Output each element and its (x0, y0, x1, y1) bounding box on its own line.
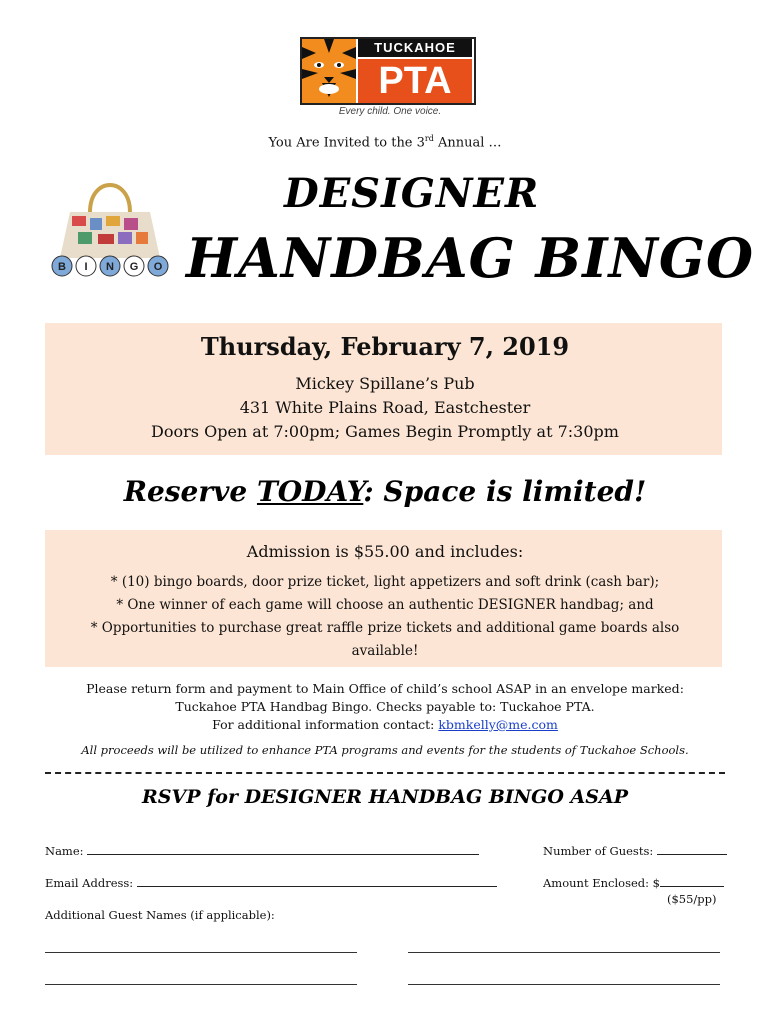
instructions (0, 680, 770, 734)
event-venue: Mickey Spillane’s Pub (295, 374, 475, 393)
rsvp-heading: RSVP for DESIGNER HANDBAG BINGO ASAP (141, 786, 629, 808)
contact-email-link[interactable]: kbmkelly@me.com (438, 717, 558, 732)
reserve-notice (0, 475, 770, 508)
tiger-icon (302, 39, 356, 103)
logo-tagline: Every child. One voice. (338, 106, 442, 117)
amount-input-line[interactable] (660, 875, 724, 887)
cut-line-divider (45, 772, 725, 774)
proceeds-note: All proceeds will be utilized to enhance PTA programs and events for the students of Tuckahoe Schools. (81, 743, 689, 757)
invite-suffix: Annual … (433, 135, 502, 151)
guests-field[interactable] (543, 843, 727, 858)
bingo-ball-o: O (153, 261, 163, 273)
guest-name-line[interactable] (408, 984, 720, 985)
reserve-suffix: : Space is limited! (363, 475, 647, 508)
email-input-line[interactable] (137, 875, 497, 887)
name-label: Name: (45, 844, 88, 858)
admission-item: * Opportunities to purchase great raffle prize tickets and additional game boards also available! (90, 620, 680, 659)
name-input-line[interactable] (87, 843, 479, 855)
reserve-today: TODAY (256, 475, 364, 508)
invite-prefix: You Are Invited to the 3 (268, 135, 425, 151)
guest-name-line[interactable] (45, 952, 357, 953)
per-person-note: ($55/pp) (667, 892, 717, 906)
logo-name: TUCKAHOE (358, 39, 472, 57)
event-details (0, 372, 770, 444)
bingo-ball-g: G (129, 261, 139, 273)
pta-logo (300, 37, 476, 105)
admission-item: * One winner of each game will choose an authentic DESIGNER handbag; and (116, 597, 654, 613)
invite-line (0, 134, 770, 150)
guest-name-line[interactable] (45, 984, 357, 985)
event-times: Doors Open at 7:00pm; Games Begin Promptly at 7:30pm (151, 422, 619, 441)
name-field[interactable] (45, 843, 479, 858)
contact-prefix: For additional information contact: (212, 717, 439, 732)
handbag-bingo-image (48, 172, 172, 282)
admission-heading: Admission is $55.00 and includes: (246, 542, 524, 561)
admission-item: * (10) bingo boards, door prize ticket, light appetizers and soft drink (cash bar); (110, 574, 660, 590)
guests-input-line[interactable] (657, 843, 727, 855)
amount-field[interactable] (543, 875, 724, 890)
title-designer: DESIGNER (284, 170, 540, 217)
instructions-line-1: Please return form and payment to Main Office of child’s school ASAP in an envelope marked: (86, 681, 684, 696)
bingo-ball-i: I (84, 261, 88, 273)
guest-name-line[interactable] (408, 952, 720, 953)
event-address: 431 White Plains Road, Eastchester (239, 398, 531, 417)
title-handbag-bingo: HANDBAG BINGO (186, 226, 754, 290)
logo-pta: PTA (358, 59, 472, 103)
reserve-prefix: Reserve (123, 475, 257, 508)
bingo-ball-b: B (58, 261, 66, 273)
admission-list (70, 571, 700, 663)
email-field[interactable] (45, 875, 497, 890)
invite-ordinal: rd (424, 134, 434, 143)
instructions-line-2: Tuckahoe PTA Handbag Bingo. Checks payable to: Tuckahoe PTA. (175, 699, 595, 714)
event-date: Thursday, February 7, 2019 (200, 332, 570, 361)
amount-label: Amount Enclosed: $ (543, 876, 660, 890)
bingo-ball-n: N (106, 261, 114, 273)
email-label: Email Address: (45, 876, 137, 890)
guests-label: Number of Guests: (543, 844, 657, 858)
contact-line (0, 716, 770, 734)
additional-guests-label: Additional Guest Names (if applicable): (45, 908, 275, 922)
